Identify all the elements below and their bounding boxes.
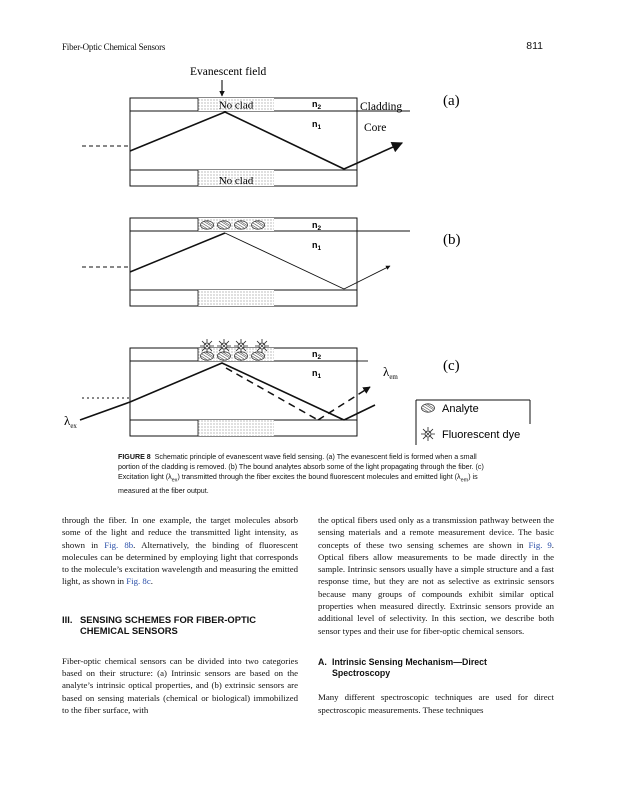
n2-label: $n_2$	[312, 99, 322, 111]
panel-c	[64, 339, 530, 445]
lambda-ex-label: $\lambda_{ex}$	[64, 413, 77, 430]
body-paragraph: Many different spectroscopic techniques are used for direct spectroscopic measurements. These techniques	[318, 692, 554, 715]
panel-a	[82, 66, 460, 187]
cladding-label: Cladding	[360, 101, 403, 113]
output-light-arrow	[344, 266, 390, 289]
excitation-exit	[344, 405, 375, 420]
no-clad-label-bottom: No clad	[218, 175, 254, 187]
no-clad-zone-bottom	[198, 420, 274, 436]
analyte-molecule	[218, 221, 231, 229]
n2-label: $n_2$	[312, 349, 322, 361]
analyte-molecule	[252, 221, 265, 229]
caption-line-2: portion of the cladding is removed. (b) The bound analytes absorb some of the light propagating through the fiber. (c)	[118, 463, 484, 472]
fig-8b-link[interactable]: Fig. 8b	[104, 539, 134, 550]
analyte-molecule	[252, 352, 265, 360]
analyte-molecule	[235, 221, 248, 229]
emitted-light-ray	[226, 368, 318, 420]
page-number: 811	[526, 40, 543, 52]
excitation-light-ray	[80, 363, 344, 420]
evanescent-field-label: Evanescent field	[190, 66, 267, 78]
n1-label: $n_1$	[312, 240, 322, 252]
running-title: Fiber-Optic Chemical Sensors	[62, 42, 166, 52]
caption-line-3: Excitation light $(\lambda_{ex})$ transmitted through the fiber excites the bound fluorescent molecules and emitted light $(\lambda_{em})$ is	[118, 473, 478, 484]
analyte-molecule	[201, 352, 214, 360]
fluorescent-dye	[217, 339, 231, 353]
caption-line-4: measured at the fiber output.	[118, 487, 209, 496]
fluorescent-dye	[255, 339, 269, 353]
no-clad-label-top: No clad	[218, 99, 254, 112]
fluorescent-dye	[200, 339, 214, 353]
no-clad-zone-bottom	[198, 290, 274, 306]
output-light-arrow	[344, 143, 402, 169]
n2-label: $n_2$	[312, 220, 322, 232]
legend-dye-label: Fluorescent dye	[442, 429, 521, 441]
light-ray	[130, 233, 225, 272]
caption-label: FIGURE 8	[118, 453, 151, 461]
analyte-molecule	[201, 221, 214, 229]
panel-b	[82, 218, 461, 306]
panel-b-label: (b)	[443, 232, 461, 248]
legend-analyte-label: Analyte	[442, 403, 479, 415]
n1-label: $n_1$	[312, 368, 322, 380]
right-column	[318, 514, 554, 716]
legend	[416, 400, 530, 445]
panel-c-label: (c)	[443, 358, 460, 374]
fig-9-link[interactable]: Fig. 9	[528, 539, 552, 550]
legend-dye-icon	[421, 427, 435, 441]
left-column	[62, 514, 298, 716]
lambda-em-label: $\lambda_{em}$	[383, 364, 398, 381]
fluorescent-dye	[234, 339, 248, 353]
analyte-molecule	[235, 352, 248, 360]
body-paragraph: through the fiber. In one example, the target molecules absorb some of the light and reduce the transmitted light intensity, as shown in Fig. 8b. Alternatively, the binding of fluorescent molecules can be determined by employing light that corresponds to the molecule’s excitation wavelength and measuring the emitted light, as shown in Fig. 8c.	[62, 515, 298, 587]
core-label: Core	[364, 122, 387, 134]
n1-label: $n_1$	[312, 119, 322, 131]
caption-line-1: Schematic principle of evanescent wave field sensing. (a) The evanescent field is formed when a small	[154, 453, 477, 461]
figure-caption	[118, 452, 528, 496]
section-heading: III. SENSING SCHEMES FOR FIBER-OPTIC CHEMICAL SENSORS	[62, 613, 257, 637]
legend-analyte-icon	[422, 404, 435, 412]
body-paragraph: Fiber-optic chemical sensors can be divided into two categories based on their structure: (a) Intrinsic sensors are based on the analyte’s intrinsic optical properties, and (b) extrinsic sensors are based on sensing materials (chemical or biological) immobilized to the fiber surface, with	[62, 655, 298, 715]
analyte-molecule	[218, 352, 231, 360]
attenuated-light-ray	[225, 233, 344, 289]
panel-a-label: (a)	[443, 93, 460, 109]
subsection-heading: A. Intrinsic Sensing Mechanism—Direct Spectroscopy	[318, 656, 487, 679]
body-paragraph: the optical fibers used only as a transmission pathway between the sensing materials and a remote measurement device. The basic concepts of these two sensing schemes are shown in Fig. 9. Optical fibers allow measurements to be made directly in the sample. Intrinsic sensors usually have a simple structure and a fast response time, but they are not as selective as extrinsic sensors because many groups of compounds exhibit similar optical properties when measured directly. Extrinsic sensors provide an additional level of selectivity. In this section, we describe both sensor types and their use for fiber-optic chemical sensors.	[318, 515, 554, 636]
fig-8c-link[interactable]: Fig. 8c	[126, 576, 151, 587]
emitted-light-arrow	[318, 387, 370, 420]
